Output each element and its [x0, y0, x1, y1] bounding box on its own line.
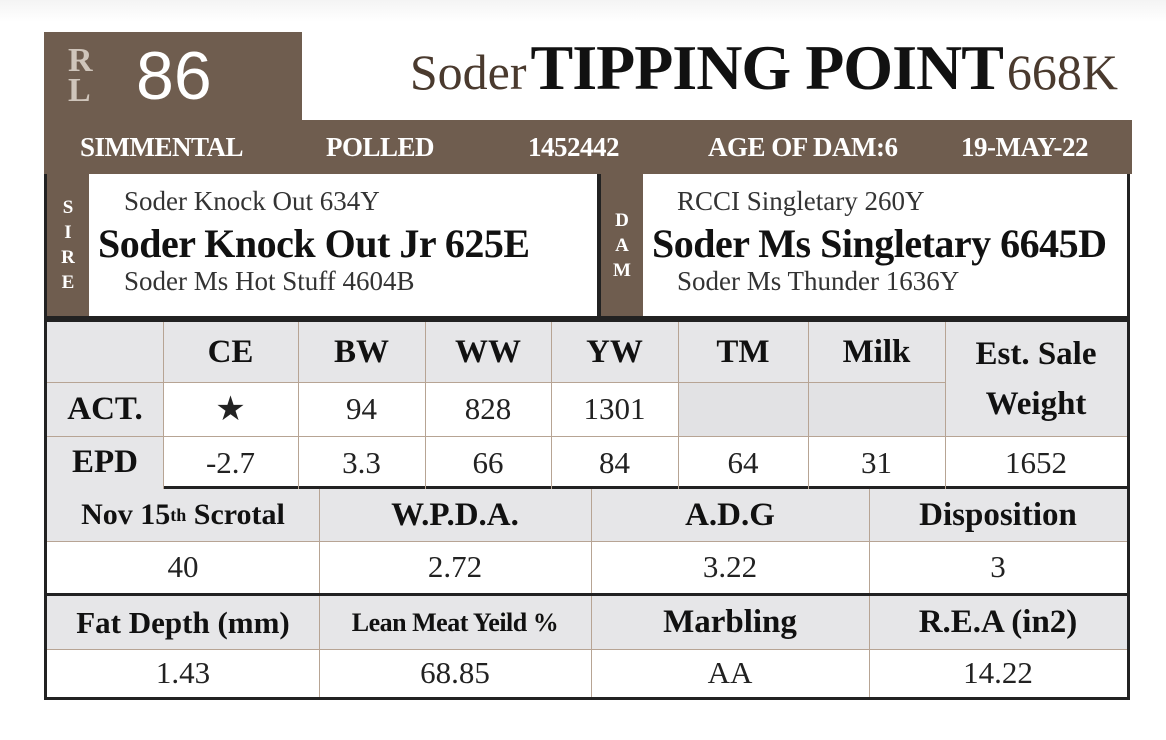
sire-label	[47, 174, 89, 316]
rl-logo	[68, 42, 108, 109]
dam-label-letter: M	[613, 259, 631, 281]
scrotal-value: 40	[167, 549, 199, 584]
metrics-table-2	[44, 596, 1130, 700]
scrotal-header-sup: th	[170, 504, 187, 525]
logo-letter-r: R	[68, 42, 91, 79]
title-main: TIPPING POINT	[530, 32, 1003, 103]
grid-line	[47, 436, 1127, 437]
rea-value: 14.22	[963, 655, 1033, 690]
scrotal-header-post: Scrotal	[186, 498, 285, 531]
dam-label-letter: D	[615, 209, 629, 231]
header-marbling: Marbling	[591, 596, 869, 649]
grid-line	[869, 596, 870, 697]
birth-date: 19-MAY-22	[961, 132, 1089, 162]
header-est-sale-weight	[945, 322, 1127, 436]
header-disposition: Disposition	[869, 489, 1127, 541]
header-milk: Milk	[808, 322, 945, 382]
sire-of-dam: RCCI Singletary 260Y	[677, 186, 925, 216]
sire-label-letter: I	[64, 222, 72, 243]
animal-title	[409, 32, 1118, 103]
sire-name: Soder Knock Out Jr 625E	[98, 221, 530, 266]
lean-meat-yield-value: 68.85	[420, 655, 490, 690]
epd-tm: 64	[727, 444, 759, 480]
grid-line	[47, 382, 945, 383]
header-lean-meat-yield: Lean Meat Yeild %	[319, 596, 591, 649]
info-bar	[44, 120, 1132, 174]
est-sale-weight-value: 1652	[1005, 444, 1067, 480]
epd-milk: 31	[861, 444, 892, 480]
act-ce-star-icon: ★	[215, 391, 246, 428]
pedigree-section	[44, 174, 1130, 319]
title-prefix: Soder	[409, 44, 527, 100]
grid-line	[425, 322, 426, 489]
grid-line	[945, 322, 946, 489]
fat-depth-value: 1.43	[155, 655, 211, 690]
grid-line	[163, 322, 164, 489]
dam-name: Soder Ms Singletary 6645D	[652, 221, 1107, 266]
act-bw: 94	[346, 391, 377, 426]
horn-status: POLLED	[326, 132, 435, 162]
header-adg: A.D.G	[591, 489, 869, 541]
act-milk	[808, 382, 945, 436]
grid-line	[551, 322, 552, 489]
logo-letter-l: L	[68, 72, 89, 109]
scrotal-header-pre: Nov 15	[81, 498, 171, 531]
epd-yw: 84	[599, 444, 630, 480]
sire-label-letter: E	[61, 272, 75, 293]
age-of-dam: AGE OF DAM:6	[708, 132, 898, 162]
row-label-epd: EPD	[47, 436, 163, 489]
header-tm: TM	[678, 322, 808, 382]
performance-table	[44, 319, 1130, 489]
marbling-value: AA	[707, 655, 753, 690]
wpda-value: 2.72	[427, 549, 483, 584]
header-bw: BW	[298, 322, 425, 382]
grid-line	[47, 649, 1127, 650]
title-suffix: 668K	[1006, 44, 1118, 100]
epd-bw: 3.3	[342, 444, 381, 480]
sire-label-letter: R	[61, 247, 75, 268]
sale-weight-header-line1: Est. Sale	[975, 336, 1097, 372]
metrics-table-1	[44, 489, 1130, 596]
sire-of-sire: Soder Knock Out 634Y	[124, 186, 380, 216]
row-label-act: ACT.	[47, 382, 163, 436]
grid-line	[591, 596, 592, 697]
dam-label	[601, 174, 643, 316]
sale-weight-header-line2: Weight	[985, 386, 1087, 422]
grid-line	[319, 596, 320, 697]
header-yw: YW	[551, 322, 678, 382]
act-tm	[678, 382, 808, 436]
lot-number: 86	[136, 38, 212, 114]
header-ce: CE	[163, 322, 298, 382]
epd-ce: -2.7	[205, 444, 256, 480]
adg-value: 3.22	[702, 549, 758, 584]
grid-line	[47, 541, 1127, 542]
header-rea: R.E.A (in2)	[869, 596, 1127, 649]
act-ww: 828	[464, 391, 512, 426]
epd-ww: 66	[472, 444, 504, 480]
grid-line	[678, 322, 679, 489]
corner-cell	[47, 322, 163, 382]
act-yw: 1301	[583, 391, 646, 426]
grid-line	[298, 322, 299, 489]
registration-number: 1452442	[528, 132, 619, 162]
grid-line	[808, 322, 809, 489]
header-wpda: W.P.D.A.	[319, 489, 591, 541]
top-gradient-strip	[0, 0, 1166, 22]
lot-number-box	[44, 32, 302, 120]
dam-of-dam: Soder Ms Thunder 1636Y	[677, 266, 960, 296]
dam-of-sire: Soder Ms Hot Stuff 4604B	[124, 266, 415, 296]
breed: SIMMENTAL	[80, 132, 244, 162]
header-ww: WW	[425, 322, 551, 382]
disposition-value: 3	[990, 549, 1006, 584]
sire-label-letter: S	[62, 197, 74, 218]
dam-label-letter: A	[615, 234, 629, 256]
header-scrotal	[47, 489, 319, 541]
header-fat-depth: Fat Depth (mm)	[47, 596, 319, 649]
